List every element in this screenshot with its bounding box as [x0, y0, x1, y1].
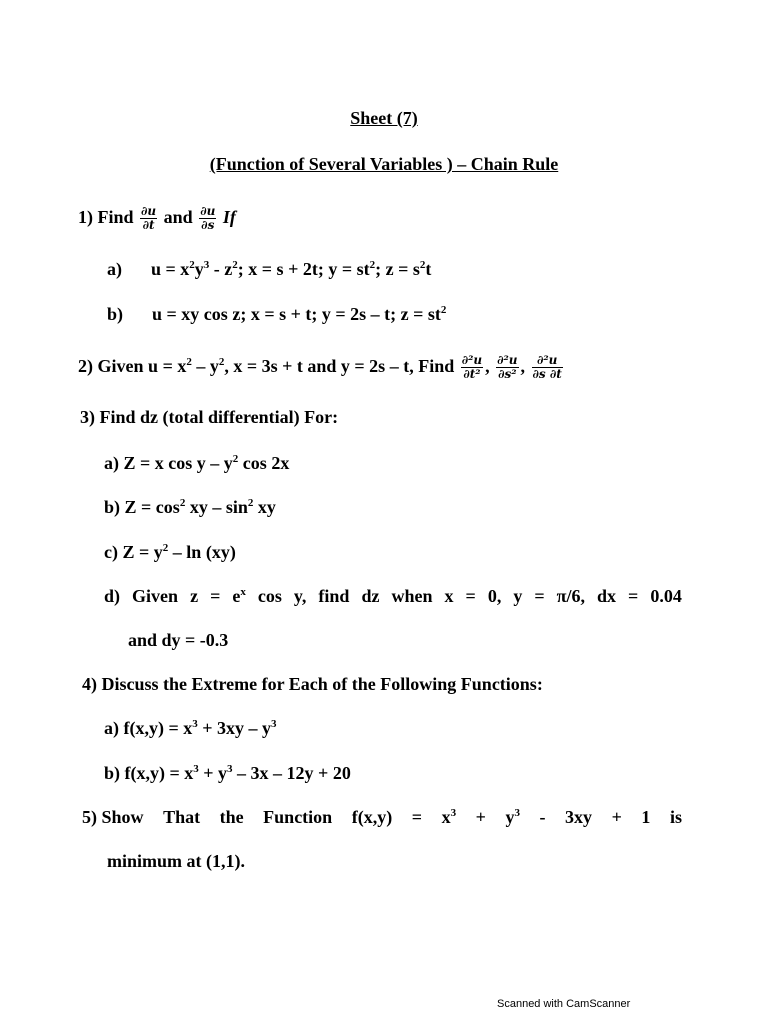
q1-prefix: 1) Find	[78, 207, 134, 227]
question-4-heading: 4) Discuss the Extreme for Each of the Following Functions:	[82, 674, 543, 694]
q3-part-c: c) $Z = y^2 - \ln (xy)$	[104, 542, 236, 562]
q1-part-b	[107, 303, 446, 325]
q1-a-label: a)	[107, 259, 122, 279]
mixed-partial-fraction: $\frac{\text{∂²u}}{\partial s \partial t}$	[532, 353, 562, 382]
q4-part-a: a) $f(x,y) = x^3 + 3xy - y^3$	[104, 718, 277, 738]
question-5-continuation: minimum at (1,1).	[107, 851, 245, 871]
q3-part-b: b) $Z = \cos^2$ xy – $\sin^2$ xy	[104, 497, 276, 517]
second-partial-s-fraction: $\frac{\text{∂²u}}{\text{∂s²}}$	[497, 353, 518, 382]
question-2: 2) Given $u = x^2 - y^2$, x = 3s + t and y = 2s – t, Find $\frac{\text{∂²u}}{\text{∂t²}}$ , $\frac{\text{∂²u}}{\text{∂s²}}$ , $\frac{\text{∂²u}}{\partial s \partial t}$	[78, 353, 562, 382]
q1-if: If	[222, 207, 236, 227]
scanner-watermark: Scanned with CamScanner	[497, 998, 631, 1010]
partial-u-t-fraction: $\frac{\partial u}{\partial t}$	[141, 204, 157, 233]
question-5: 5) Show That the Function f(x,y) = $x^3$ + $y^3$ - 3xy + 1 is	[82, 807, 682, 827]
q4-part-b: b) $f(x,y) = x^3 + y^3 - 3x - 12y + 20$	[104, 763, 351, 783]
q1-part-a	[107, 258, 431, 280]
q1-b-text: u = xy cos z; x = s + t; y = 2s – t; $z = st^2$	[152, 304, 447, 324]
q1-and: and	[163, 207, 193, 227]
question-1-heading	[78, 204, 236, 232]
q3-part-d-continuation: and dy = -0.3	[128, 630, 229, 650]
second-partial-t-fraction: $\frac{\text{∂²u}}{\text{∂t²}}$	[461, 353, 483, 382]
q3-part-d: d) Given z = $e^x$ cos y, find dz when x = 0, y = π/6, dx = 0.04	[104, 586, 682, 606]
page-title: Sheet (7)	[350, 108, 418, 128]
page-subtitle: (Function of Several Variables ) – Chain Rule	[209, 154, 559, 174]
q1-b-label: b)	[107, 304, 124, 324]
q3-part-a: a) Z = x cos y – $y^2$ cos 2x	[104, 453, 290, 473]
q1-a-text: $u = x^2y^3 - z^2$; x = s + 2t; $y = st^2$; $z = s^2t$	[151, 259, 432, 279]
partial-u-s-fraction: $\frac{\partial u}{\partial s}$	[200, 204, 216, 233]
question-3-heading: 3) Find dz (total differential) For:	[80, 407, 339, 427]
q2-text: 2) Given $u = x^2 - y^2$, x = 3s + t and y = 2s – t, Find	[78, 356, 455, 376]
